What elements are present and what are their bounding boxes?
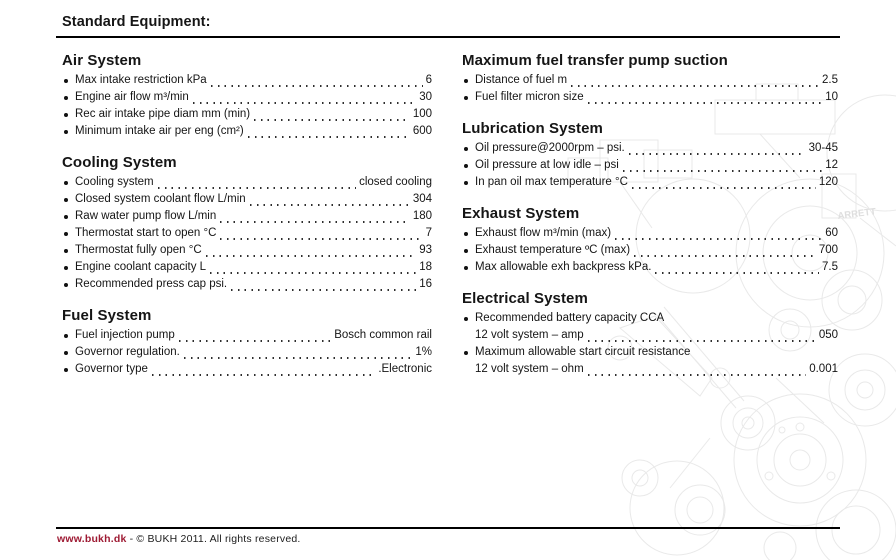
engine-brand-text: ARRETT — [837, 206, 877, 222]
bullet-icon — [64, 283, 68, 287]
spec-row — [462, 242, 838, 259]
spec-label: Recommended press cap psi. — [75, 278, 228, 290]
dot-leader — [193, 102, 416, 104]
bullet-icon — [464, 249, 468, 253]
section-heading: Air System — [62, 52, 142, 69]
spec-sublabel: 12 volt system – ohm — [475, 363, 584, 375]
section-fuel-system — [62, 306, 432, 378]
section-exhaust-system — [462, 204, 838, 276]
dot-leader — [588, 102, 823, 104]
section-air-system — [62, 51, 432, 140]
spec-label: Exhaust flow m³/min (max) — [475, 227, 612, 239]
spec-row — [62, 123, 432, 140]
section-electrical-system — [462, 289, 838, 378]
spec-value: 1% — [415, 346, 432, 358]
spec-row — [462, 344, 838, 378]
spec-value: 60 — [825, 227, 838, 239]
column-left — [62, 38, 432, 378]
dot-leader — [250, 204, 410, 206]
dot-leader — [220, 221, 410, 223]
section-heading: Exhaust System — [462, 205, 580, 222]
spec-row — [462, 310, 838, 344]
spec-row — [62, 225, 432, 242]
bullet-icon — [64, 113, 68, 117]
dot-leader — [632, 187, 816, 189]
bullet-icon — [464, 147, 468, 151]
bullet-icon — [464, 232, 468, 236]
bullet-icon — [64, 249, 68, 253]
spec-value: 7.5 — [822, 261, 838, 273]
spec-value: closed cooling — [359, 176, 432, 188]
section-heading: Lubrication System — [462, 120, 603, 137]
page-title: Standard Equipment: — [56, 14, 840, 38]
spec-value: 16 — [419, 278, 432, 290]
dot-leader — [254, 119, 410, 121]
dot-leader — [629, 153, 806, 155]
bullet-icon — [464, 266, 468, 270]
footer — [56, 527, 840, 545]
section-cooling-system — [62, 153, 432, 293]
spec-value: 7 — [425, 227, 432, 239]
bullet-icon — [64, 79, 68, 83]
spec-row — [62, 72, 432, 89]
spec-row — [62, 327, 432, 344]
spec-value: 10 — [825, 91, 838, 103]
spec-label: Engine air flow m³/min — [75, 91, 189, 103]
dot-leader — [179, 340, 331, 342]
spec-row — [462, 72, 838, 89]
spec-row — [462, 140, 838, 157]
spec-row — [62, 174, 432, 191]
dot-leader — [231, 289, 416, 291]
spec-row — [62, 242, 432, 259]
dot-leader — [623, 170, 822, 172]
spec-value: .Electronic — [378, 363, 432, 375]
section-items — [462, 310, 838, 378]
spec-label: Oil pressure at low idle – psi — [475, 159, 619, 171]
section-items — [462, 140, 838, 191]
bullet-icon — [64, 130, 68, 134]
bullet-icon — [64, 181, 68, 185]
section-heading: Maximum fuel transfer pump suction — [462, 52, 728, 69]
bullet-icon — [64, 368, 68, 372]
spec-row — [62, 106, 432, 123]
spec-value: 12 — [825, 159, 838, 171]
spec-row — [62, 208, 432, 225]
dot-leader — [206, 255, 417, 257]
spec-value: 304 — [412, 193, 432, 205]
dot-leader — [211, 85, 423, 87]
content-area — [56, 14, 840, 378]
spec-label: Max intake restriction kPa — [75, 74, 207, 86]
dot-leader — [210, 272, 416, 274]
bullet-icon — [64, 351, 68, 355]
spec-label: Minimum intake air per eng (cm²) — [75, 125, 244, 137]
spec-row — [462, 89, 838, 106]
spec-label: Thermostat fully open °C — [75, 244, 202, 256]
spec-value: 0.001 — [809, 363, 838, 375]
spec-value: 050 — [818, 329, 838, 341]
spec-value: 180 — [412, 210, 432, 222]
spec-label: Thermostat start to open °C — [75, 227, 217, 239]
bullet-icon — [64, 198, 68, 202]
section-heading: Cooling System — [62, 154, 177, 171]
dot-leader — [248, 136, 410, 138]
spec-label: Fuel injection pump — [75, 329, 175, 341]
bullet-icon — [464, 96, 468, 100]
dot-leader — [571, 85, 819, 87]
spec-label: Maximum allowable start circuit resistance — [475, 346, 691, 358]
spec-label: Raw water pump flow L/min — [75, 210, 217, 222]
bullet-icon — [64, 96, 68, 100]
bullet-icon — [64, 334, 68, 338]
spec-label: Exhaust temperature ºC (max) — [475, 244, 631, 256]
dot-leader — [588, 374, 807, 376]
spec-row — [62, 344, 432, 361]
dot-leader — [220, 238, 422, 240]
spec-value: 2.5 — [822, 74, 838, 86]
spec-label: Governor type — [75, 363, 148, 375]
dot-leader — [184, 357, 413, 359]
column-right — [462, 38, 838, 378]
spec-columns — [56, 38, 840, 378]
bullet-icon — [64, 215, 68, 219]
spec-row — [62, 259, 432, 276]
spec-value: 18 — [419, 261, 432, 273]
spec-row — [62, 191, 432, 208]
spec-value: 30-45 — [808, 142, 838, 154]
dot-leader — [655, 272, 819, 274]
section-lubrication-system — [462, 119, 838, 191]
section-heading: Fuel System — [62, 307, 152, 324]
spec-value: Bosch common rail — [334, 329, 432, 341]
spec-row — [62, 276, 432, 293]
section-items — [462, 225, 838, 276]
spec-label: Cooling system — [75, 176, 154, 188]
dot-leader — [158, 187, 356, 189]
section-items — [62, 72, 432, 140]
section-items — [62, 327, 432, 378]
bullet-icon — [64, 232, 68, 236]
spec-label: Governor regulation. — [75, 346, 180, 358]
dot-leader — [615, 238, 822, 240]
spec-label: Closed system coolant flow L/min — [75, 193, 246, 205]
spec-value: 120 — [818, 176, 838, 188]
bullet-icon — [464, 317, 468, 321]
section-maximum-fuel-transfer-pump-suction — [462, 51, 838, 106]
spec-value: 93 — [419, 244, 432, 256]
spec-label: Max allowable exh backpress kPa. — [475, 261, 652, 273]
spec-label: Engine coolant capacity L — [75, 261, 207, 273]
footer-website-link[interactable]: www.bukh.dk — [57, 533, 127, 545]
bullet-icon — [464, 164, 468, 168]
spec-label: Recommended battery capacity CCA — [475, 312, 665, 324]
dot-leader — [634, 255, 816, 257]
bullet-icon — [64, 266, 68, 270]
bullet-icon — [464, 79, 468, 83]
spec-label: Rec air intake pipe diam mm (min) — [75, 108, 251, 120]
spec-value: 100 — [412, 108, 432, 120]
spec-row — [462, 259, 838, 276]
spec-label: In pan oil max temperature °C — [475, 176, 628, 188]
spec-sublabel: 12 volt system – amp — [475, 329, 584, 341]
spec-value: 30 — [419, 91, 432, 103]
section-heading: Electrical System — [462, 290, 588, 307]
spec-value: 700 — [818, 244, 838, 256]
spec-label: Fuel filter micron size — [475, 91, 584, 103]
section-items — [62, 174, 432, 293]
spec-label: Oil pressure@2000rpm – psi. — [475, 142, 625, 154]
section-items — [462, 72, 838, 106]
spec-row — [462, 157, 838, 174]
bullet-icon — [464, 351, 468, 355]
spec-value: 6 — [425, 74, 432, 86]
spec-value: 600 — [412, 125, 432, 137]
dot-leader — [588, 340, 816, 342]
footer-copyright-text: - © BUKH 2011. All rights reserved. — [126, 533, 301, 545]
bullet-icon — [464, 181, 468, 185]
spec-row — [62, 89, 432, 106]
spec-row — [462, 225, 838, 242]
spec-row — [62, 361, 432, 378]
dot-leader — [152, 374, 375, 376]
spec-row — [462, 174, 838, 191]
spec-label: Distance of fuel m — [475, 74, 568, 86]
